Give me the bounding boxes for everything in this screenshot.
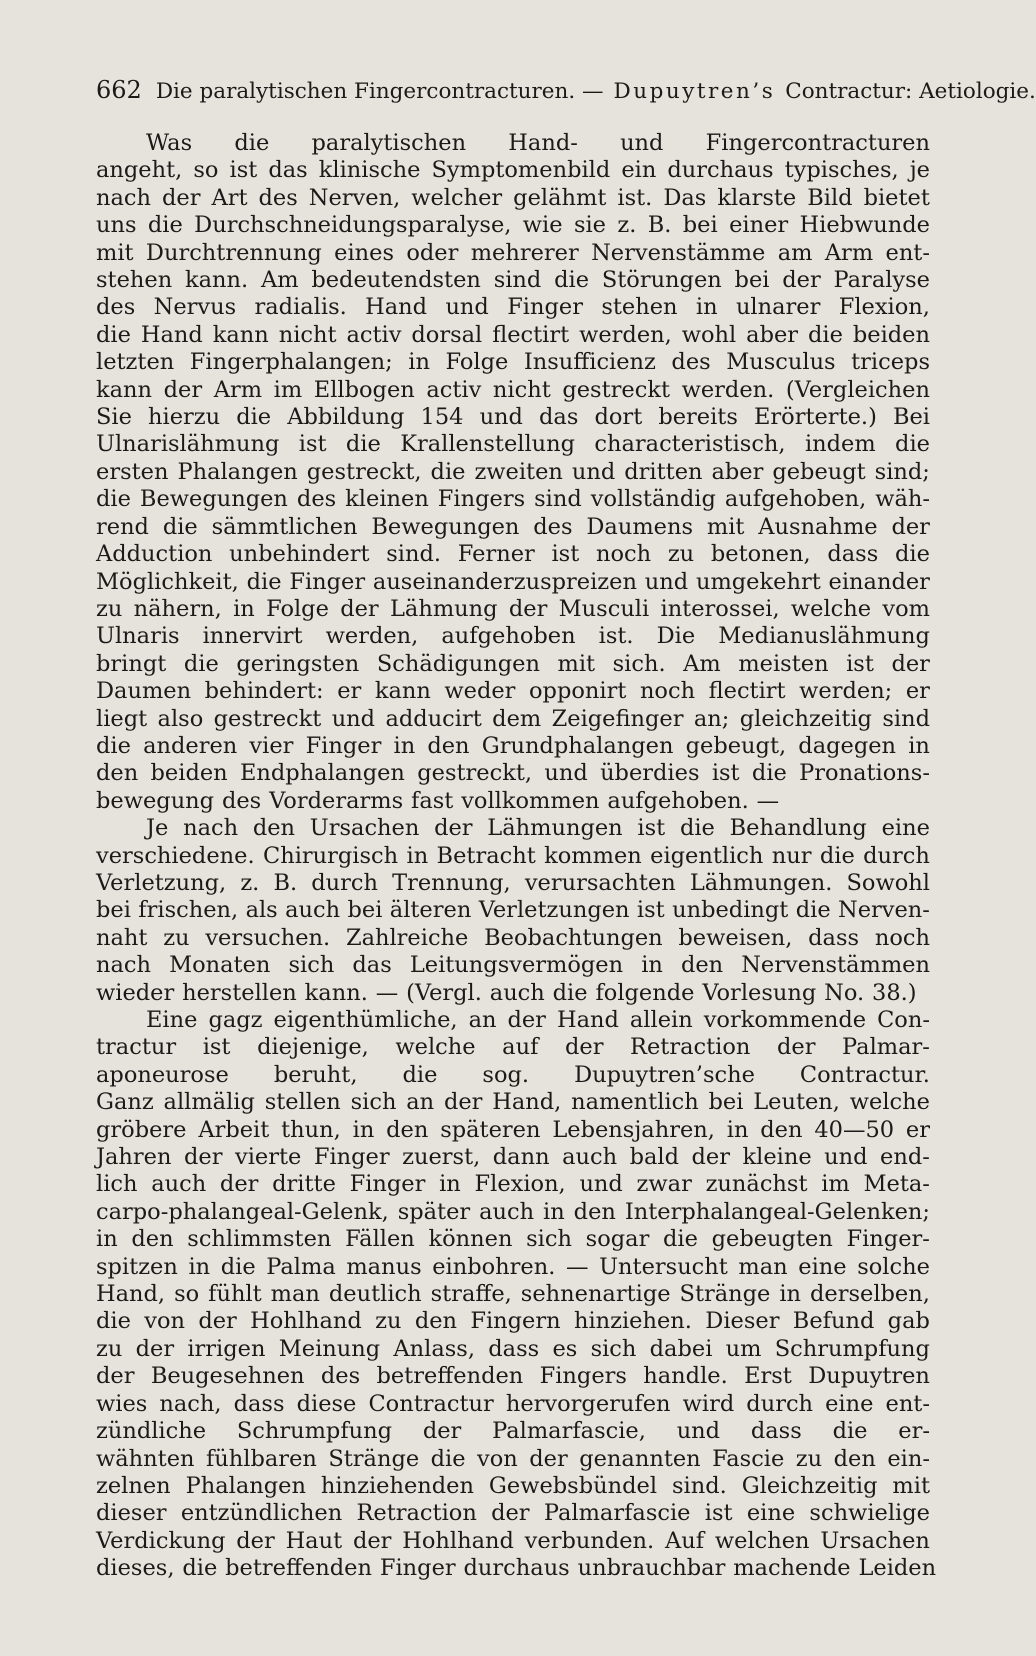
text-line: zu nähern, in Folge der Lähmung der Musculi interossei, welche vom [96, 595, 930, 622]
text-line: nach Monaten sich das Leitungsvermögen in den Nervenstämmen [96, 952, 930, 979]
text-line: Daumen behindert: er kann weder opponirt noch flectirt werden; er [96, 678, 930, 705]
text-line: ersten Phalangen gestreckt, die zweiten und dritten aber gebeugt sind; [96, 458, 930, 485]
text-line: Ulnarislähmung ist die Krallenstellung characteristisch, indem die [96, 431, 930, 458]
text-line: bewegung des Vorderarms fast vollkommen aufgehoben. — [96, 787, 780, 814]
text-line: Verletzung, z. B. durch Trennung, verursachten Lähmungen. Sowohl [96, 869, 930, 896]
text-line: spitzen in die Palma manus einbohren. — Untersucht man eine solche [96, 1253, 930, 1280]
text-line: dieser entzündlichen Retraction der Palmarfascie ist eine schwielige [96, 1500, 930, 1527]
text-line: verschiedene. Chirurgisch in Betracht kommen eigentlich nur die durch [96, 842, 930, 869]
body-text [96, 130, 937, 1583]
text-line: wies nach, dass diese Contractur hervorgerufen wird durch eine ent- [96, 1390, 930, 1417]
text-line: angeht, so ist das klinische Symptomenbild ein durchaus typisches, je [96, 157, 930, 184]
paragraph [96, 815, 930, 1007]
text-line: die Bewegungen des kleinen Fingers sind vollständig aufgehoben, wäh- [96, 486, 930, 513]
text-line: in den schlimmsten Fällen können sich sogar die gebeugten Finger- [96, 1226, 930, 1253]
text-line: die Hand kann nicht activ dorsal flectirt werden, wohl aber die beiden [96, 321, 930, 348]
text-line: Jahren der vierte Finger zuerst, dann auch bald der kleine und end- [96, 1144, 930, 1171]
text-line: die anderen vier Finger in den Grundphalangen gebeugt, dagegen in [96, 732, 930, 759]
text-line: aponeurose beruht, die sog. Dupuytren’sche Contractur. [96, 1061, 930, 1088]
text-line: zündliche Schrumpfung der Palmarfascie, und dass die er- [96, 1418, 930, 1445]
text-line: den beiden Endphalangen gestreckt, und überdies ist die Pronations- [96, 760, 930, 787]
text-line: liegt also gestreckt und adducirt dem Zeigefinger an; gleichzeitig sind [96, 705, 930, 732]
paragraph [96, 1007, 937, 1583]
text-line: Verdickung der Haut der Hohlhand verbunden. Auf welchen Ursachen [96, 1527, 930, 1554]
text-line: zelnen Phalangen hinziehenden Gewebsbündel sind. Gleichzeitig mit [96, 1472, 930, 1499]
text-line: der Beugesehnen des betreffenden Fingers handle. Erst Dupuytren [96, 1363, 930, 1390]
running-title-subject: Contractur: Aetiologie. [785, 79, 1036, 104]
text-line: des Nervus radialis. Hand und Finger stehen in ulnarer Flexion, [96, 294, 930, 321]
text-line: naht zu versuchen. Zahlreiche Beobachtungen beweisen, dass noch [96, 924, 930, 951]
text-line: Ganz allmälig stellen sich an der Hand, namentlich bei Leuten, welche [96, 1089, 930, 1116]
text-line: tractur ist diejenige, welche auf der Retraction der Palmar- [96, 1034, 930, 1061]
text-line: Hand, so fühlt man deutlich straffe, sehnenartige Stränge in derselben, [96, 1281, 930, 1308]
text-line: mit Durchtrennung eines oder mehrerer Nervenstämme am Arm ent- [96, 239, 930, 266]
text-line: bringt die geringsten Schädigungen mit sich. Am meisten ist der [96, 650, 930, 677]
text-line: Ulnaris innervirt werden, aufgehoben ist. Die Medianuslähmung [96, 623, 930, 650]
running-title-name: Dupuytren’s [613, 79, 776, 104]
text-line: carpo-phalangeal-Gelenk, später auch in den Interphalangeal-Gelenken; [96, 1198, 930, 1225]
text-line: rend die sämmtlichen Bewegungen des Daumens mit Ausnahme der [96, 513, 930, 540]
text-line: Je nach den Ursachen der Lähmungen ist die Behandlung eine [146, 815, 930, 842]
text-line: die von der Hohlhand zu den Fingern hinziehen. Dieser Befund gab [96, 1308, 930, 1335]
paragraph [96, 130, 930, 815]
text-line: Was die paralytischen Hand- und Fingercontracturen [146, 130, 930, 156]
text-line: zu der irrigen Meinung Anlass, dass es sich dabei um Schrumpfung [96, 1335, 930, 1362]
text-line: Sie hierzu die Abbildung 154 und das dort bereits Erörterte.) Bei [96, 404, 930, 431]
text-line: bei frischen, als auch bei älteren Verletzungen ist unbedingt die Nerven- [96, 897, 930, 924]
page-number: 662 [96, 76, 142, 104]
text-line: Eine gagz eigenthümliche, an der Hand allein vorkommende Con- [146, 1007, 930, 1033]
text-line: lich auch der dritte Finger in Flexion, und zwar zunächst im Meta- [96, 1171, 930, 1198]
text-line: dieses, die betreffenden Finger durchaus unbrauchbar machende Leiden [96, 1555, 937, 1582]
text-line: wieder herstellen kann. — (Vergl. auch die folgende Vorlesung No. 38.) [96, 979, 917, 1006]
text-line: uns die Durchschneidungsparalyse, wie sie z. B. bei einer Hiebwunde [96, 212, 930, 239]
text-line: stehen kann. Am bedeutendsten sind die Störungen bei der Paralyse [96, 267, 930, 294]
text-line: gröbere Arbeit thun, in den späteren Lebensjahren, in den 40—50 er [96, 1116, 930, 1143]
running-title: Die paralytischen Fingercontracturen. — [155, 79, 604, 104]
text-line: nach der Art des Nerven, welcher gelähmt ist. Das klarste Bild bietet [96, 184, 930, 211]
text-line: kann der Arm im Ellbogen activ nicht gestreckt werden. (Vergleichen [96, 376, 930, 403]
text-line: Möglichkeit, die Finger auseinanderzuspreizen und umgekehrt einander [96, 568, 930, 595]
text-line: letzten Fingerphalangen; in Folge Insufficienz des Musculus triceps [96, 349, 930, 376]
running-head [96, 76, 1036, 104]
text-line: Adduction unbehindert sind. Ferner ist noch zu betonen, dass die [96, 541, 930, 568]
text-line: wähnten fühlbaren Stränge die von der genannten Fascie zu den ein- [96, 1445, 930, 1472]
